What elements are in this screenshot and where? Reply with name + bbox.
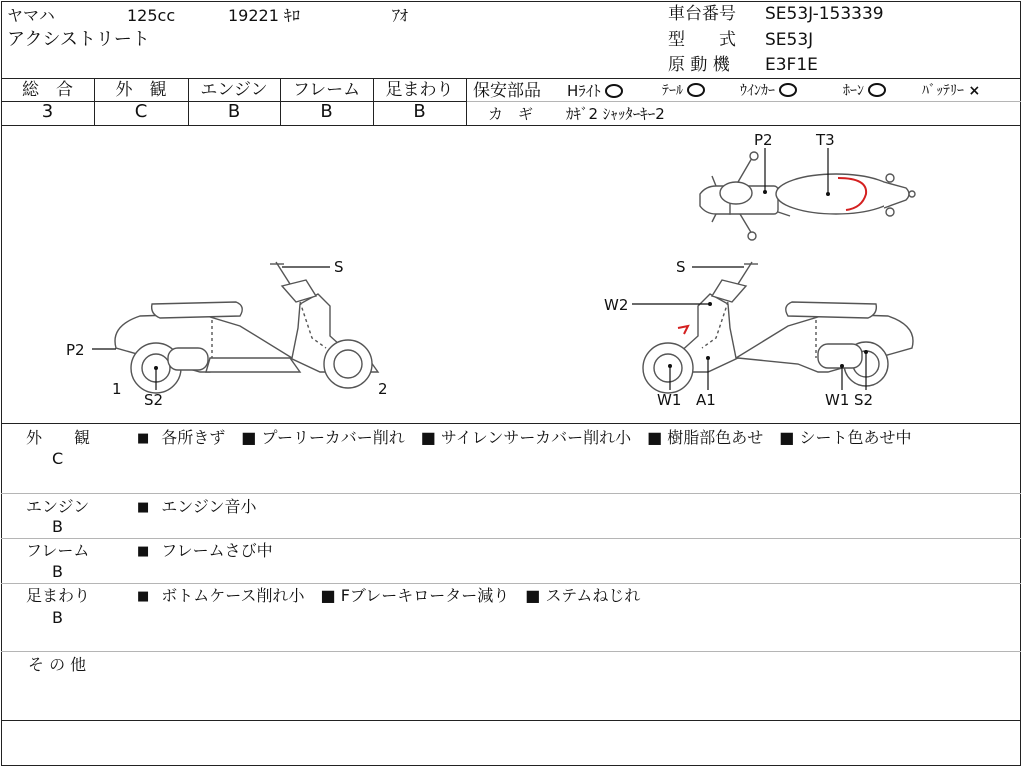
remark-engine-text: ■ エンジン音小	[137, 497, 257, 519]
label-left-p2: P2	[66, 341, 85, 359]
ok-circle-icon	[687, 83, 705, 97]
remark-frame-grade: B	[52, 562, 63, 581]
label-left-1: 1	[112, 380, 122, 398]
label-right-w1-rear: W1	[825, 391, 850, 409]
remark-suspension-label: 足まわり	[26, 586, 91, 605]
suspension-grade-value: B	[413, 101, 426, 122]
label-left-s2: S2	[144, 391, 164, 409]
safety-label: 保安部品	[473, 81, 541, 101]
color: ｱｵ	[392, 6, 409, 25]
label-right-s2: S2	[854, 391, 874, 409]
chassis-label: 車台番号	[668, 4, 736, 24]
label-right-w2: W2	[604, 296, 629, 314]
overall-value: 3	[41, 101, 54, 122]
label-left-2: 2	[378, 380, 388, 398]
engine-grade-label: エンジン	[200, 80, 268, 100]
label-right-a1: A1	[696, 391, 716, 409]
label-top-t3: T3	[816, 131, 835, 149]
remark-frame-text: ■ フレームさび中	[137, 541, 273, 563]
scooter-damage-diagram	[0, 126, 1022, 423]
exterior-grade-value: C	[134, 101, 148, 122]
model-name: アクシストリート	[7, 29, 150, 50]
safety-winker: ｳｲﾝｶｰ	[740, 81, 797, 101]
engine-label: 原 動 機	[668, 55, 730, 75]
safety-headlight: Hﾗｲﾄ	[567, 81, 623, 101]
remark-exterior-text: ■ 各所きず ■ プーリーカバー削れ ■ サイレンサーカバー削れ小 ■ 樹脂部色あせ ■ シート色あせ中	[137, 428, 911, 450]
battery-mark: ×	[968, 83, 981, 99]
exterior-grade-label: 外 観	[115, 80, 167, 100]
maker: ヤマハ	[7, 6, 55, 25]
label-right-s: S	[676, 258, 686, 276]
scooter-top-view	[700, 152, 915, 240]
safety-horn: ﾎｰﾝ	[843, 81, 886, 101]
engine-value: E3F1E	[765, 55, 818, 75]
safety-tail: ﾃｰﾙ	[662, 81, 705, 101]
ok-circle-icon	[605, 84, 623, 98]
ok-circle-icon	[779, 83, 797, 97]
remark-suspension-grade: B	[52, 608, 63, 627]
label-right-w1-front: W1	[657, 391, 682, 409]
engine-grade-value: B	[227, 101, 241, 122]
remark-other-label: そ の 他	[28, 655, 87, 674]
remark-exterior-grade: C	[52, 449, 64, 468]
scooter-left-view	[115, 262, 378, 393]
key-label: カ ギ	[488, 105, 534, 123]
damage-mark-w2	[678, 326, 688, 334]
chassis-value: SE53J-153339	[765, 4, 884, 24]
label-top-p2: P2	[754, 131, 773, 149]
frame-grade-value: B	[320, 101, 333, 122]
type-label: 型 式	[668, 30, 736, 50]
label-left-s: S	[334, 258, 344, 276]
safety-battery: ﾊﾞｯﾃﾘｰ ×	[922, 83, 981, 99]
remark-engine-grade: B	[52, 517, 63, 536]
suspension-grade-label: 足まわり	[385, 80, 454, 100]
overall-label: 総 合	[22, 80, 73, 100]
mileage: 19221 ｷﾛ	[228, 6, 300, 25]
remark-engine-label: エンジン	[26, 497, 90, 516]
type-value: SE53J	[765, 30, 814, 50]
displacement: 125cc	[127, 6, 176, 25]
ok-circle-icon	[868, 83, 886, 97]
remark-suspension-text: ■ ボトムケース削れ小 ■ Fブレーキローター減り ■ ステムねじれ	[137, 586, 640, 608]
frame-grade-label: フレーム	[292, 80, 361, 100]
remark-exterior-label: 外 観	[26, 428, 91, 447]
key-value: ｶｷﾞ2 ｼｬｯﾀｰｷｰ2	[566, 105, 665, 123]
remark-frame-label: フレーム	[26, 541, 90, 560]
